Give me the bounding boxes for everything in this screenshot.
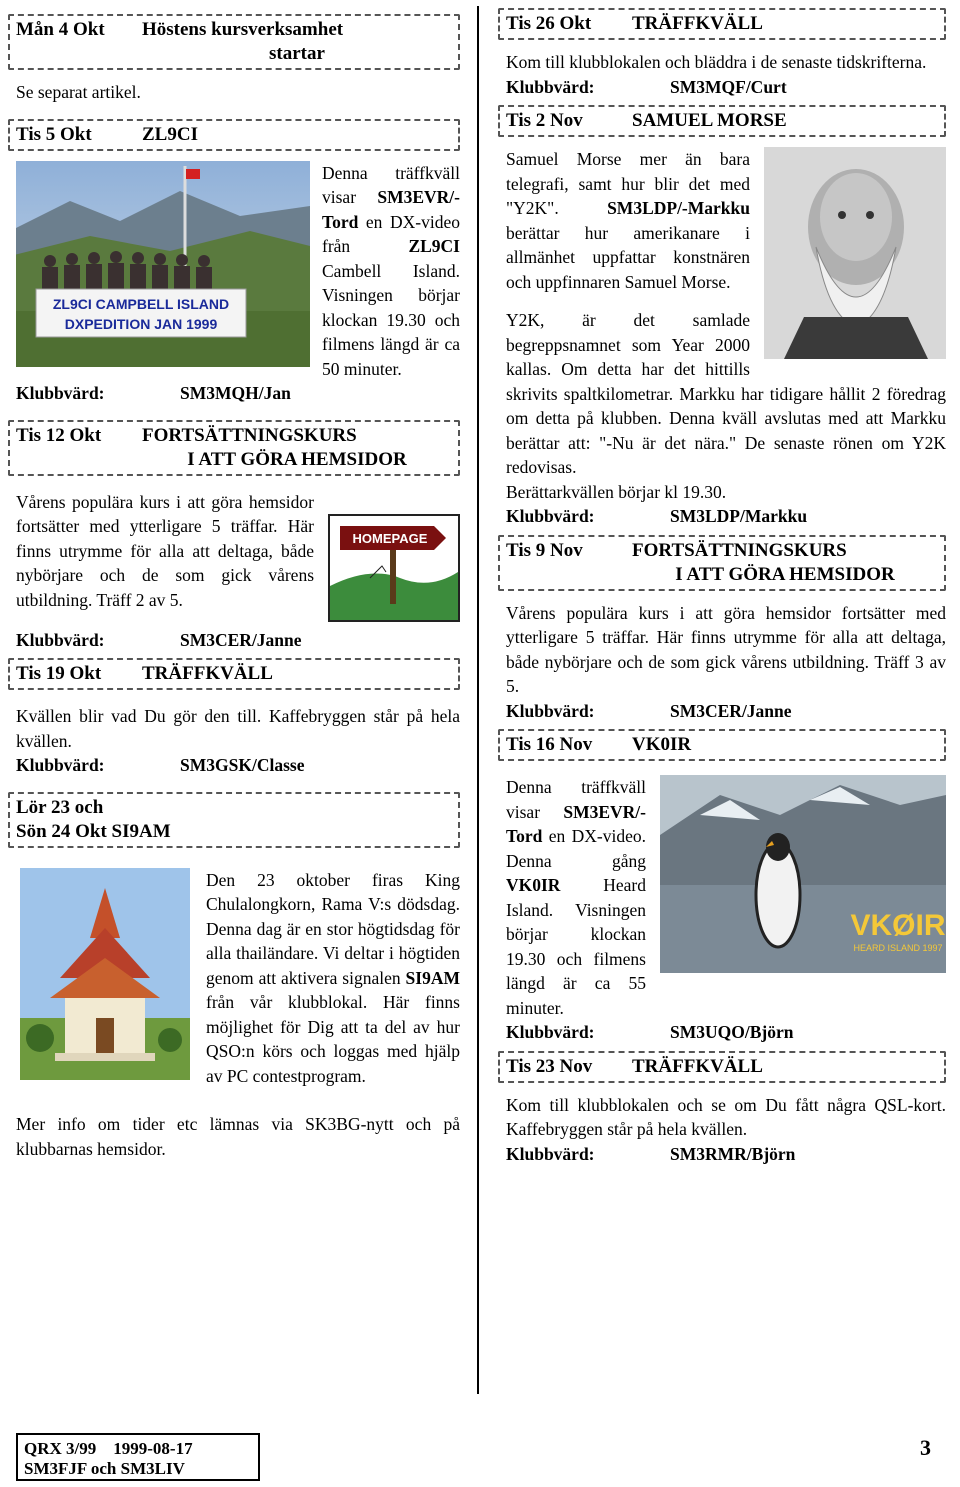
event-date: Tis 2 Nov <box>506 110 583 131</box>
host-line: Klubbvärd: SM3LDP/Markku <box>506 504 946 529</box>
host-name: SM3LDP/Markku <box>670 506 808 526</box>
host-name: SM3CER/Janne <box>180 629 302 650</box>
event-date: Tis 12 Okt <box>16 424 102 446</box>
banner-text-line2: DXPEDITION JAN 1999 <box>64 315 218 332</box>
footer-authors: SM3FJF och SM3LIV <box>24 1459 185 1478</box>
event-header-tis-19-okt <box>8 658 460 690</box>
event-title: SAMUEL MORSE <box>632 110 787 131</box>
host-name: SM3MQH/Jan <box>180 383 291 403</box>
zl9ci-group-photo <box>16 161 310 367</box>
footer-box <box>16 1433 260 1481</box>
event-title: TRÄFFKVÄLL <box>142 663 273 684</box>
host-line: Klubbvärd: SM3MQH/Jan <box>16 381 460 406</box>
callsign: SM3EVR/-Tord <box>322 187 460 232</box>
event-header-tis-12-okt <box>8 420 460 476</box>
host-line: Klubbvärd: SM3MQF/Curt <box>506 75 946 100</box>
host-line: Klubbvärd: SM3CER/Janne <box>16 628 460 653</box>
thai-temple-photo <box>20 868 190 1080</box>
event-header-tis-16-nov <box>498 729 946 761</box>
host-line: Klubbvärd: SM3CER/Janne <box>506 699 946 724</box>
host-line: Klubbvärd: SM3RMR/Björn <box>506 1142 946 1167</box>
event-date: Tis 23 Nov <box>506 1055 593 1077</box>
left-column <box>16 8 460 1161</box>
event-header-tis-26-okt <box>498 8 946 40</box>
event-date: Tis 16 Nov <box>506 734 593 755</box>
host-line: Klubbvärd: SM3GSK/Classe <box>16 753 460 778</box>
event-date: Tis 26 Okt <box>506 13 592 34</box>
event-title-line2: I ATT GÖRA HEMSIDOR <box>187 448 407 470</box>
vk0ir-penguin-photo <box>660 775 946 973</box>
event-date: Mån 4 Okt <box>16 19 105 40</box>
footer-issue: QRX 3/99 1999-08-17 <box>24 1439 193 1458</box>
sign-label: HOMEPAGE <box>352 530 428 546</box>
host-name: SM3GSK/Classe <box>180 755 305 775</box>
callsign: SM3LDP/-Markku <box>607 198 750 218</box>
right-column <box>506 8 946 1172</box>
event-title: Höstens kursverksamhet <box>142 19 344 40</box>
event-title: FORTSÄTTNINGSKURS <box>632 539 847 561</box>
event-text: Den 23 oktober firas King Chulalongkorn, Rama V:s dödsdag. Denna dag är en stor högtidsdag för alla thailändare. Vi deltar i högtiden genom att aktivera signalen SI9AM från vår klubblokal. Här finns möjlighet för Dig att ta del av hur QSO:n körs och loggas med hjälp av PC contestprogram. <box>206 869 460 1086</box>
event-text: Kom till klubblokalen och bläddra i de senaste tidskrifterna. <box>506 52 927 72</box>
event-text: Kom till klubblokalen och se om Du fått några QSL-kort. Kaffebryggen står på hela kvällen. <box>506 1094 946 1139</box>
host-line: Klubbvärd: SM3UQO/Björn <box>506 1020 946 1045</box>
event-text: Denna träffkväll visar SM3EVR/-Tord en DX-video från ZL9CI Cambell Island. Visningen börjar klockan 19.30 och filmens längd är ca 50 minuter. <box>322 162 460 379</box>
event-title: FORTSÄTTNINGSKURS <box>142 424 357 446</box>
event-date: Tis 5 Okt <box>16 123 92 145</box>
event-title-line2: I ATT GÖRA HEMSIDOR <box>675 563 895 585</box>
event-title: VK0IR <box>632 734 692 755</box>
event-title: Sön 24 Okt SI9AM <box>16 820 171 842</box>
host-name: SM3MQF/Curt <box>670 76 787 97</box>
event-text: Se separat artikel. <box>16 82 141 102</box>
vk0ir-logo: VKØIR <box>850 909 946 942</box>
event-title: ZL9CI <box>142 123 198 145</box>
event-header-tis-23-nov <box>498 1051 946 1083</box>
callsign: SM3EVR/-Tord <box>506 801 646 846</box>
event-title-line2: startar <box>269 43 325 64</box>
event-date: Tis 9 Nov <box>506 539 583 561</box>
event-text: Berättarkvällen börjar kl 19.30. <box>506 481 727 502</box>
callsign: VK0IR <box>506 875 561 895</box>
callsign: SI9AM <box>405 967 460 988</box>
event-text: Denna träffkväll visar SM3EVR/-Tord en DX-video. Denna gång VK0IR Heard Island. Visningen börjar klockan 19.30 och filmens längd är ca 55 minuter. <box>506 777 646 1018</box>
event-title: TRÄFFKVÄLL <box>632 13 763 34</box>
callsign: ZL9CI <box>408 236 460 256</box>
vk0ir-logo-sub: HEARD ISLAND 1997 <box>853 943 943 953</box>
event-title: TRÄFFKVÄLL <box>632 1055 763 1077</box>
event-text: Y2K, är det samlade begreppsnamnet som Year 2000 kallas. Om detta har det hittills skrivits spaltkilometrar. Markku har tidigare hållit 2 föredrag om detta på klubben. Denna kväll avslutas med att Markku berättar att: "-Nu är det nära." De senaste rönen om Y2K redovisas. <box>506 310 946 477</box>
event-date: Lör 23 och <box>16 796 104 818</box>
samuel-morse-portrait <box>764 147 946 359</box>
event-text: Vårens populära kurs i att göra hemsidor fortsätter med ytterligare 5 träffar. Här finns utrymme för alla att deltaga, både nybörjare och de som gick vårens utbildning. Träff 2 av 5. <box>16 491 314 610</box>
event-text: Kvällen blir vad Du gör den till. Kaffebryggen står på hela kvällen. <box>16 706 460 751</box>
event-text: Mer info om tider etc lämnas via SK3BG-nytt och på klubbarnas hemsidor. <box>16 1114 460 1159</box>
event-header-mon-4-okt <box>8 14 460 70</box>
banner-text-line1: ZL9CI CAMPBELL ISLAND <box>52 295 230 312</box>
event-header-tis-9-nov <box>498 535 946 591</box>
page-number: 3 <box>920 1435 931 1460</box>
column-divider <box>477 6 479 1394</box>
event-text: Vårens populära kurs i att göra hemsidor fortsätter med ytterligare 5 träffar. Här finns utrymme för alla att deltaga, både nybörjare och de som gick vårens utbildning. Träff 3 av 5. <box>506 602 946 696</box>
host-name: SM3CER/Janne <box>670 700 792 721</box>
host-name: SM3RMR/Björn <box>670 1143 796 1164</box>
event-header-tis-2-nov <box>498 105 946 137</box>
event-header-tis-5-okt <box>8 119 460 151</box>
homepage-sign-image <box>328 514 460 622</box>
event-date: Tis 19 Okt <box>16 663 102 684</box>
event-header-lor-23-okt <box>8 792 460 848</box>
event-text: Samuel Morse mer än bara telegrafi, samt hur blir det med "Y2K". SM3LDP/-Markku berättar hur amerikanare i allmänhet uppfattar konstnären och uppfinnaren Samuel Morse. <box>506 149 750 292</box>
host-name: SM3UQO/Björn <box>670 1022 794 1042</box>
